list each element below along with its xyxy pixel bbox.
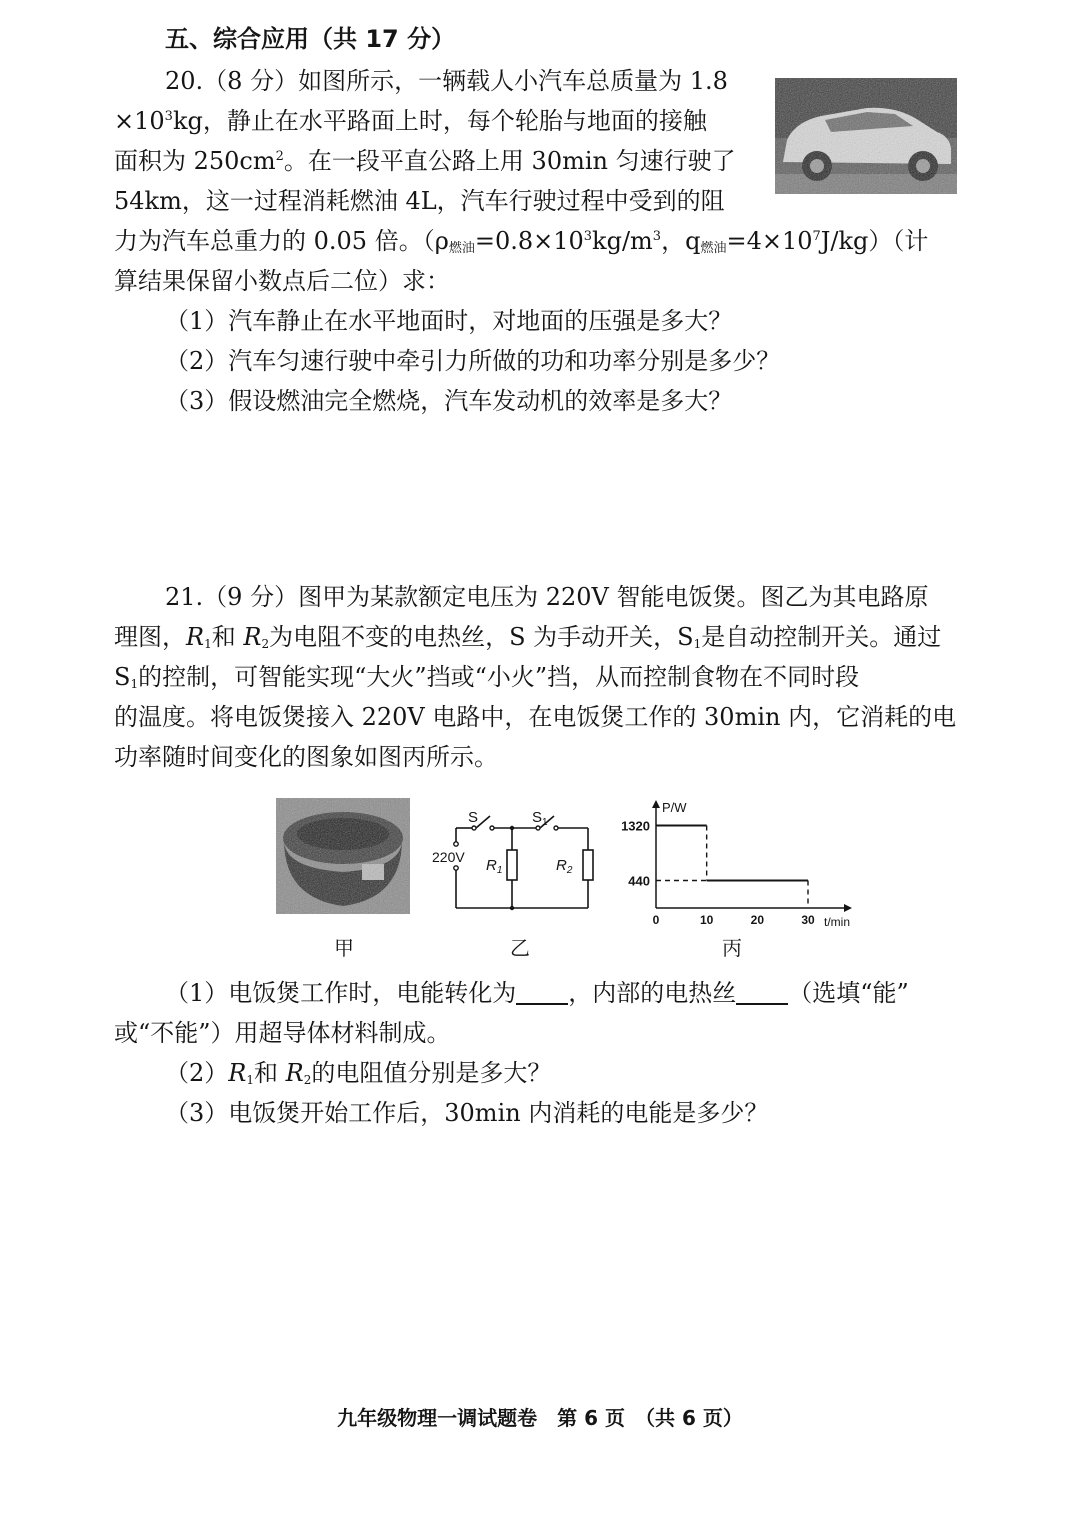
car-photo (775, 78, 957, 194)
subscript: 1 (693, 637, 702, 651)
caption-jia: 甲 (334, 936, 354, 960)
q20-line-1 (165, 66, 728, 96)
q20-text: =0.8×10 (474, 227, 584, 255)
x-tick-label: 10 (699, 913, 714, 927)
q21-subq-2 (165, 1058, 551, 1088)
q20-line-5 (114, 226, 928, 256)
superscript: 3 (583, 229, 593, 244)
voltage-label: 220V (432, 849, 465, 865)
q20-line-6 (114, 266, 450, 296)
superscript: 7 (812, 229, 821, 244)
q21-text: 是自动控制开关。通过 (701, 623, 942, 651)
x-tick-label: 30 (801, 913, 815, 927)
subscript: 2 (303, 1073, 312, 1087)
switch-s-label: S (468, 809, 479, 826)
power-time-chart (612, 796, 862, 930)
q21-line-4: 的温度。将电饭煲接入 220V 电路中，在电饭煲工作的 30min 内，它消耗的电 (114, 703, 957, 731)
subscript: 燃油 (700, 241, 727, 256)
section-title: 五、综合应用（共 17 分） (165, 25, 456, 53)
subscript: 1 (130, 677, 139, 691)
x-axis-arrow (844, 904, 852, 912)
resistor-symbol: R (186, 623, 205, 651)
q21-text: ，内部的电热丝 (568, 979, 737, 1007)
q21-text: 理图， (114, 623, 186, 651)
q21-text: 和 (211, 623, 244, 651)
q21-text: 的电阻值分别是多大？ (311, 1059, 552, 1087)
q21-subq-1-cont: 或“不能”）用超导体材料制成。 (114, 1019, 451, 1047)
q20-text: kg，静止在水平路面上时，每个轮胎与地面的接触 (172, 107, 707, 135)
superscript: 3 (652, 229, 662, 244)
q21-text: 为电阻不变的电热丝，S 为手动开关，S (269, 623, 694, 651)
q21-text: 的控制，可智能实现“大火”挡或“小火”挡，从而控制食物在不同时段 (138, 663, 860, 691)
q21-text: （选填“能” (788, 979, 909, 1007)
q20-text: 面积为 250cm (114, 147, 276, 175)
q20-text: =4×10 (726, 227, 813, 255)
q21-text: S (114, 663, 131, 691)
q21-subq-3: （3）电饭煲开始工作后，30min 内消耗的电能是多少？ (165, 1099, 769, 1127)
q20-text: 算结果保留小数点后二位）求： (114, 267, 450, 295)
q20-text: 力为汽车总重力的 0.05 倍。（ρ (114, 227, 449, 255)
y-tick-label: 440 (628, 873, 650, 889)
superscript: 2 (275, 149, 284, 164)
switch-s1-label: $S_1$ (532, 809, 548, 828)
q21-line-1: 21.（9 分）图甲为某款额定电压为 220V 智能电饭煲。图乙为其电路原 (165, 583, 929, 611)
answer-blank[interactable] (516, 981, 568, 1005)
q20-text: kg/m (592, 227, 653, 255)
superscript: 3 (164, 109, 173, 124)
resistor-symbol: R (228, 1059, 247, 1087)
q21-line-5: 功率随时间变化的图象如图丙所示。 (114, 743, 498, 771)
q20-subq-1: （1）汽车静止在水平地面时，对地面的压强是多大？ (165, 307, 733, 335)
q20-line-2 (114, 106, 707, 136)
y-tick-label: 1320 (621, 818, 650, 834)
r1-label: $R_1$ (486, 857, 503, 876)
x-tick-label: 20 (750, 913, 765, 927)
q20-text: ×10 (114, 107, 165, 135)
q21-line-2 (114, 622, 941, 652)
q20-text: 20.（8 分）如图所示，一辆载人小汽车总质量为 1.8 (165, 67, 728, 95)
subscript: 燃油 (448, 241, 475, 256)
caption-bing: 丙 (722, 936, 742, 960)
q20-subq-2: （2）汽车匀速行驶中牵引力所做的功和功率分别是多少？ (165, 347, 781, 375)
caption-yi: 乙 (510, 936, 530, 960)
q21-line-3 (114, 662, 859, 692)
q20-text: 54km，这一过程消耗燃油 4L，汽车行驶过程中受到的阻 (114, 187, 725, 215)
q20-line-3 (114, 146, 736, 176)
q20-text: ，q (661, 227, 701, 255)
q20-text: 。在一段平直公路上用 30min 匀速行驶了 (283, 147, 736, 175)
x-tick-label: 0 (652, 913, 660, 927)
q20-line-4 (114, 186, 725, 216)
q21-text: （2） (165, 1059, 229, 1087)
q20-text: J/kg）（计 (820, 227, 929, 255)
rice-cooker-photo (276, 798, 410, 914)
resistor-symbol: R (285, 1059, 304, 1087)
x-axis-label: t/min (824, 915, 851, 929)
q21-text: （1）电饭煲工作时，电能转化为 (165, 979, 517, 1007)
r2-label: $R_2$ (556, 857, 573, 876)
y-axis-label: P/W (662, 800, 687, 815)
subscript: 2 (261, 637, 270, 651)
q21-subq-1 (165, 978, 909, 1008)
y-axis-arrow (652, 800, 660, 808)
answer-blank[interactable] (736, 981, 788, 1005)
circuit-diagram (428, 800, 608, 920)
page-footer: 九年级物理一调试题卷 第 6 页 （共 6 页） (337, 1406, 743, 1430)
q20-subq-3: （3）假设燃油完全燃烧，汽车发动机的效率是多大？ (165, 387, 733, 415)
subscript: 1 (204, 637, 212, 651)
subscript: 1 (246, 1073, 254, 1087)
q21-text: 和 (254, 1059, 286, 1087)
resistor-symbol: R (243, 623, 262, 651)
